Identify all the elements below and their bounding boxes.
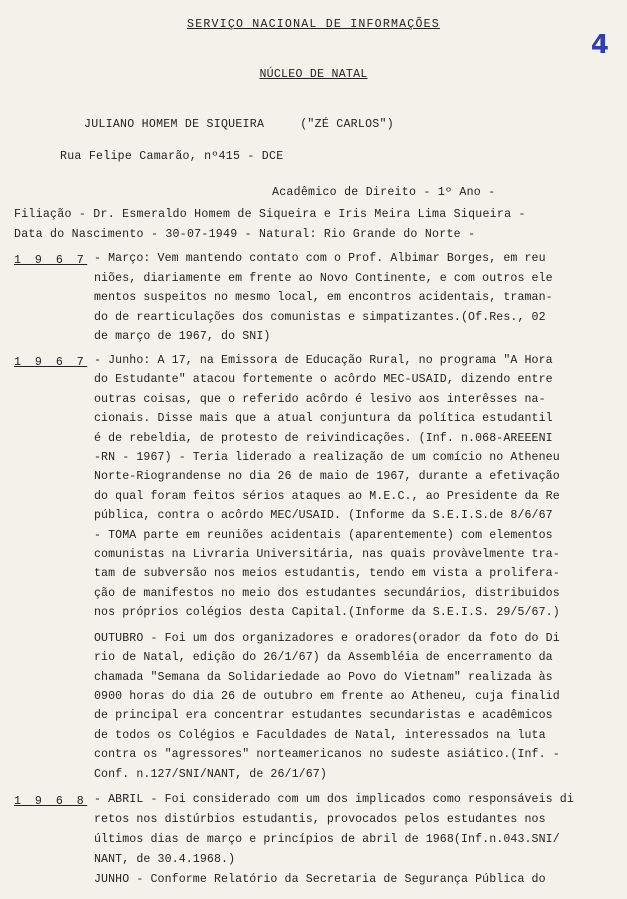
entry-line: chamada "Semana da Solidariedade ao Povo do Vietnam" realizada às bbox=[94, 670, 553, 684]
entry-line: do de rearticulações dos comunistas e simpatizantes.(Of.Res., 02 bbox=[94, 310, 546, 324]
entry-line: de março de 1967, do SNI) bbox=[94, 330, 271, 344]
entry-line: - Março: Vem mantendo contato com o Prof. Albimar Borges, em reu bbox=[94, 252, 546, 265]
entry-line: nos próprios colégios desta Capital.(Informe da S.E.I.S. 29/5/67.) bbox=[94, 606, 560, 620]
entry-line: Conf. n.127/SNI/NANT, de 26/1/67) bbox=[94, 767, 327, 781]
agency-heading: SERVIÇO NACIONAL DE INFORMAÇÕES bbox=[187, 18, 440, 31]
entry-line: do Estudante" atacou fortemente o acôrdo MEC-USAID, dizendo entre bbox=[94, 373, 553, 387]
entry-line: comunistas na Livraria Universitária, nas quais provàvelmente tra- bbox=[94, 548, 560, 562]
subject-course: Acadêmico de Direito - 1º Ano - bbox=[272, 186, 496, 199]
entry-line: contra os "agressores" norteamericanos no sudeste asiático.(Inf. - bbox=[94, 748, 560, 762]
entry-line: 0900 horas do dia 26 de outubro em frente ao Atheneu, cuja finalid bbox=[94, 689, 560, 703]
entry-line: cionais. Disse mais que a atual conjuntura da política estudantil bbox=[94, 412, 553, 426]
subject-name: JULIANO HOMEM DE SIQUEIRA ("ZÉ CARLOS") bbox=[84, 118, 394, 131]
entry-line: Norte-Riograndense no dia 26 de maio de 1967, durante a efetivação bbox=[94, 470, 560, 484]
entry-line: rio de Natal, edição do 26/1/67) da Assembléia de encerramento da bbox=[94, 651, 553, 665]
entry-line: pública, contra o acôrdo MEC/USAID. (Informe da S.E.I.S.de 8/6/67 bbox=[94, 509, 553, 523]
subject-filiation: Filiação - Dr. Esmeraldo Homem de Siqueira e Iris Meira Lima Siqueira - bbox=[14, 208, 526, 221]
entry-line: JUNHO - Conforme Relatório da Secretaria de Segurança Pública do bbox=[94, 873, 546, 886]
entry-line: tam de subversão nos meios estudantis, tendo em vista a prolifera- bbox=[94, 567, 560, 581]
entry-year: 1 9 6 8 bbox=[14, 795, 88, 808]
entry-line: de principal era concentrar estudantes secundaristas e acadêmicos bbox=[94, 709, 553, 723]
entry-line: niões, diariamente em frente ao Novo Continente, e com outros ele bbox=[94, 271, 553, 285]
entry-text bbox=[94, 249, 622, 347]
entry-line: - Junho: A 17, na Emissora de Educação Rural, no programa "A Hora bbox=[94, 354, 553, 367]
entry-line: é de rebeldia, de protesto de reivindicações. (Inf. n.068-AREEENI bbox=[94, 431, 553, 445]
subject-birth: Data do Nascimento - 30-07-1949 - Natural: Rio Grande do Norte - bbox=[14, 228, 476, 241]
entry-text bbox=[94, 790, 622, 890]
entry-line: - TOMA parte em reuniões acidentais (aparentemente) com elementos bbox=[94, 528, 553, 542]
entry-line: retos nos distúrbios estudantis, provocados pelos estudantes nos bbox=[94, 813, 546, 826]
office-heading: NÚCLEO DE NATAL bbox=[259, 68, 368, 81]
entry-line: mentos suspeitos no mesmo local, em encontros acidentais, traman- bbox=[94, 291, 553, 305]
entry-line: -RN - 1967) - Teria liderado a realização de um comício no Atheneu bbox=[94, 451, 560, 465]
entry-year: 1 9 6 7 bbox=[14, 254, 88, 267]
entry-line: NANT, de 30.4.1968.) bbox=[94, 853, 236, 866]
entry-year: 1 9 6 7 bbox=[14, 356, 88, 369]
entry-line: do qual foram feitos sérios ataques ao M.E.C., ao Presidente da Re bbox=[94, 489, 560, 503]
entry-line: últimos dias de março e princípios de abril de 1968(Inf.n.043.SNI/ bbox=[94, 833, 560, 846]
entry-text bbox=[94, 351, 622, 784]
entry-line: - ABRIL - Foi considerado com um dos implicados como responsáveis di bbox=[94, 793, 574, 806]
entry-line: outras coisas, que o referido acôrdo é lesivo aos interêsses na- bbox=[94, 392, 546, 406]
subject-address: Rua Felipe Camarão, nº415 - DCE bbox=[60, 150, 284, 163]
entry-line: OUTUBRO - Foi um dos organizadores e oradores(orador da foto do Di bbox=[94, 631, 560, 645]
entry-line: de todos os Colégios e Faculdades de Natal, interessados na luta bbox=[94, 728, 546, 742]
entry-line: ção de manifestos no meio dos estudantes secundários, distribuidos bbox=[94, 586, 560, 600]
handwritten-page-number: 4 bbox=[590, 30, 609, 60]
